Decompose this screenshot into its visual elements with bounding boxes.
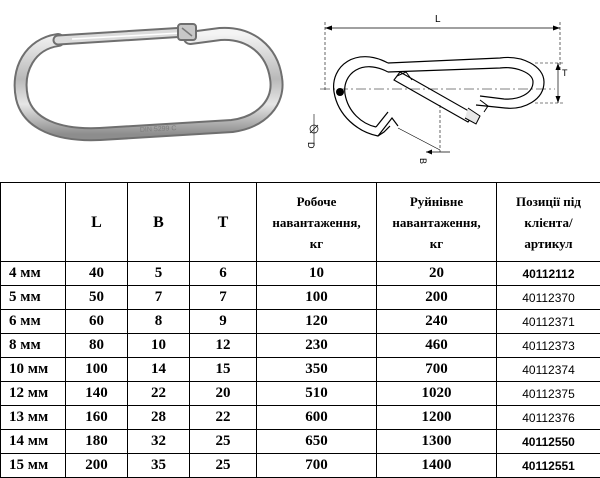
carabiner-photo (0, 0, 300, 183)
breaking-load-cell: 1300 (377, 430, 497, 454)
header-working-load (257, 183, 377, 262)
header-breaking-load-line1: Руйнівне (410, 194, 463, 209)
l-cell: 100 (66, 358, 128, 382)
breaking-load-cell: 1020 (377, 382, 497, 406)
b-cell: 32 (128, 430, 190, 454)
working-load-cell: 230 (257, 334, 377, 358)
size-cell: 13 мм (1, 406, 66, 430)
working-load-cell: 10 (257, 262, 377, 286)
table-row (1, 286, 600, 310)
breaking-load-cell: 1200 (377, 406, 497, 430)
b-cell: 22 (128, 382, 190, 406)
breaking-load-cell: 20 (377, 262, 497, 286)
article-cell: 40112112 (497, 262, 600, 286)
header-l: L (66, 183, 128, 262)
breaking-load-cell: 1400 (377, 454, 497, 478)
t-cell: 25 (190, 454, 257, 478)
breaking-load-cell: 700 (377, 358, 497, 382)
l-cell: 200 (66, 454, 128, 478)
b-cell: 8 (128, 310, 190, 334)
spec-table (0, 182, 600, 478)
t-cell: 7 (190, 286, 257, 310)
size-cell: 10 мм (1, 358, 66, 382)
size-cell: 12 мм (1, 382, 66, 406)
size-cell: 15 мм (1, 454, 66, 478)
t-cell: 22 (190, 406, 257, 430)
header-b: B (128, 183, 190, 262)
b-cell: 5 (128, 262, 190, 286)
l-cell: 160 (66, 406, 128, 430)
header-breaking-load-line3: кг (430, 236, 443, 251)
article-cell: 40112376 (497, 406, 600, 430)
t-cell: 25 (190, 430, 257, 454)
l-cell: 40 (66, 262, 128, 286)
article-cell: 40112370 (497, 286, 600, 310)
working-load-cell: 700 (257, 454, 377, 478)
l-cell: 50 (66, 286, 128, 310)
header-article-line2: клієнта/ (524, 215, 572, 230)
article-cell: 40112375 (497, 382, 600, 406)
b-cell: 35 (128, 454, 190, 478)
header-article-line3: артикул (524, 236, 572, 251)
label-l: L (435, 14, 441, 25)
article-cell: 40112550 (497, 430, 600, 454)
table-row (1, 358, 600, 382)
t-cell: 6 (190, 262, 257, 286)
article-cell: 40112373 (497, 334, 600, 358)
label-t: T (562, 68, 568, 78)
article-cell: 40112374 (497, 358, 600, 382)
working-load-cell: 600 (257, 406, 377, 430)
header-breaking-load (377, 183, 497, 262)
working-load-cell: 350 (257, 358, 377, 382)
article-cell: 40112551 (497, 454, 600, 478)
table-row (1, 430, 600, 454)
table-row (1, 310, 600, 334)
header-article-line1: Позиції під (516, 194, 581, 209)
size-cell: 5 мм (1, 286, 66, 310)
header-breaking-load-line2: навантаження, (392, 215, 480, 230)
header-working-load-line2: навантаження, (272, 215, 360, 230)
table-row (1, 334, 600, 358)
article-cell: 40112371 (497, 310, 600, 334)
b-cell: 7 (128, 286, 190, 310)
size-cell: 6 мм (1, 310, 66, 334)
table-row (1, 262, 600, 286)
working-load-cell: 510 (257, 382, 377, 406)
l-cell: 80 (66, 334, 128, 358)
figure-row (0, 0, 600, 183)
t-cell: 20 (190, 382, 257, 406)
header-working-load-line3: кг (310, 236, 323, 251)
table-row (1, 454, 600, 478)
t-cell: 15 (190, 358, 257, 382)
working-load-cell: 100 (257, 286, 377, 310)
breaking-load-cell: 200 (377, 286, 497, 310)
b-cell: 10 (128, 334, 190, 358)
header-working-load-line1: Робоче (297, 194, 337, 209)
label-b: B (418, 158, 428, 164)
header-article (497, 183, 600, 262)
table-row (1, 382, 600, 406)
table-header-row (1, 183, 600, 262)
header-t: T (190, 183, 257, 262)
breaking-load-cell: 460 (377, 334, 497, 358)
working-load-cell: 120 (257, 310, 377, 334)
b-cell: 28 (128, 406, 190, 430)
t-cell: 12 (190, 334, 257, 358)
size-cell: 8 мм (1, 334, 66, 358)
l-cell: 60 (66, 310, 128, 334)
header-size (1, 183, 66, 262)
table-row (1, 406, 600, 430)
size-cell: 4 мм (1, 262, 66, 286)
t-cell: 9 (190, 310, 257, 334)
l-cell: 140 (66, 382, 128, 406)
size-cell: 14 мм (1, 430, 66, 454)
carabiner-drawing (300, 0, 600, 183)
l-cell: 180 (66, 430, 128, 454)
working-load-cell: 650 (257, 430, 377, 454)
svg-text:DIN 5299 C: DIN 5299 C (140, 125, 177, 134)
label-d: D (306, 142, 316, 149)
breaking-load-cell: 240 (377, 310, 497, 334)
b-cell: 14 (128, 358, 190, 382)
